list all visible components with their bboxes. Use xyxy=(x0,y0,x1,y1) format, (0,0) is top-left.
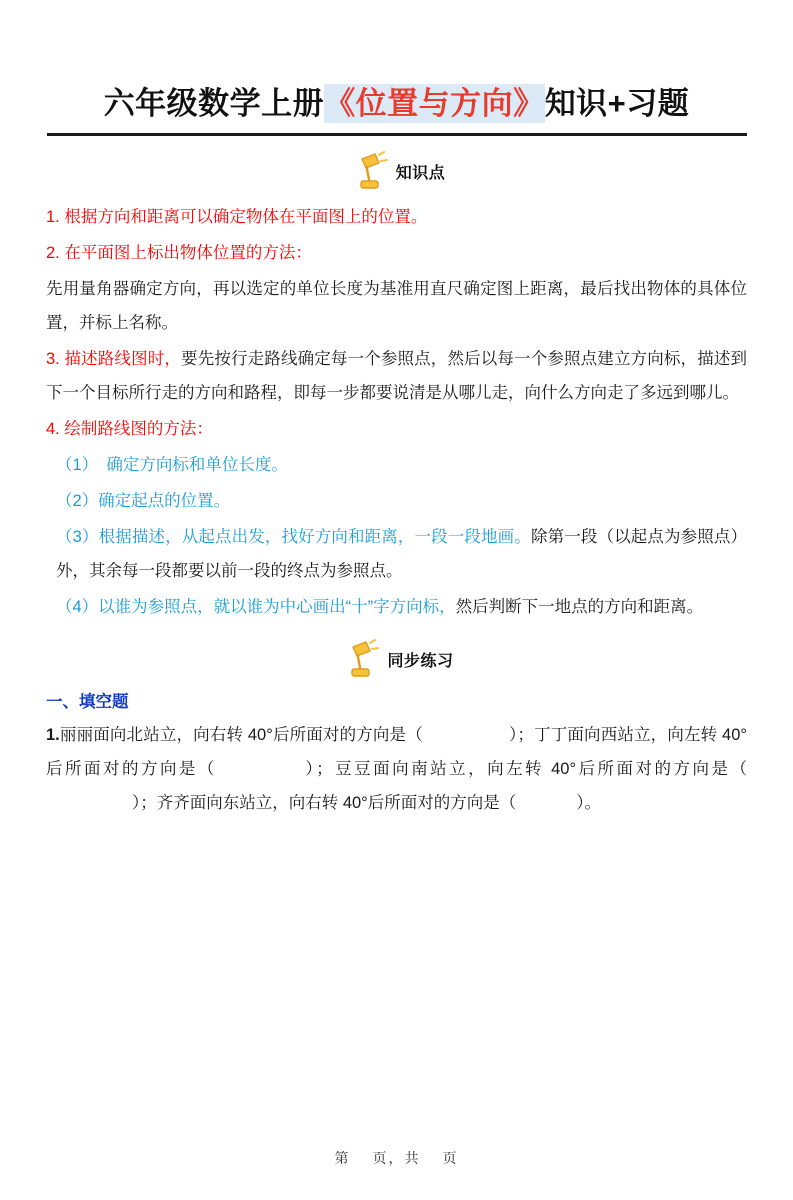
knowledge-point-4-lead: 4. 绘制路线图的方法： xyxy=(46,420,213,438)
knowledge-point-3-rest: 要先按行走路线确定每一个参照点，然后以每一个参照点建立方向标，描述到下一个目标所行走的方向和路程，即每一步都要说清是从哪儿走，向什么方向走了多远到哪儿。 xyxy=(46,350,747,402)
lamp-icon xyxy=(339,638,381,680)
lamp-icon xyxy=(348,150,390,192)
title-suffix: 知识+习题 xyxy=(544,86,690,121)
knowledge-point-3 xyxy=(46,342,747,410)
method-step-4-text-black: 然后判断下一地点的方向和距离。 xyxy=(455,598,704,616)
practice-section-heading xyxy=(46,638,747,680)
knowledge-point-1-lead: 1. 根据方向和距离可以确定物体在平面图上的位置。 xyxy=(46,208,428,226)
question-1-text-1: 丽丽面向北站立，向右转 40°后所面对的方向是（ xyxy=(59,726,423,744)
knowledge-heading-label: 知识点 xyxy=(395,164,446,182)
method-step-2 xyxy=(46,484,747,518)
page-title xyxy=(46,78,747,123)
title-highlight: 《位置与方向》 xyxy=(324,86,545,121)
exercise-section-label: 一、填空题 xyxy=(46,693,129,711)
question-1 xyxy=(46,718,747,820)
question-1-text-5: ）。 xyxy=(576,794,602,812)
document-page xyxy=(0,78,793,1200)
knowledge-point-2-lead-row xyxy=(46,236,747,270)
knowledge-points-block xyxy=(46,200,747,624)
question-1-text-3: ）；豆豆面向南站立，向左转 40°后所面对的方向是（ xyxy=(302,760,747,778)
method-step-4-text-blue: （4）以谁为参照点，就以谁为中心画出“十”字方向标， xyxy=(56,598,456,616)
knowledge-point-2-rest: 先用量角器确定方向，再以选定的单位长度为基准用直尺确定图上距离，最后找出物体的具体位置，并标上名称。 xyxy=(46,280,747,332)
method-step-3 xyxy=(46,520,747,588)
knowledge-section-heading xyxy=(46,150,747,192)
question-1-number: 1. xyxy=(46,726,60,744)
knowledge-point-4 xyxy=(46,412,747,446)
method-step-3-text-black: 除第一段（以起点为参照点）外，其余每一段都要以前一段的终点为参照点。 xyxy=(56,528,747,580)
method-step-4 xyxy=(46,590,747,624)
method-step-1-text: （1） 确定方向标和单位长度。 xyxy=(56,456,288,474)
title-divider xyxy=(47,133,747,136)
question-1-text-4: ）；齐齐面向东站立，向右转 40°后所面对的方向是（ xyxy=(132,794,517,812)
knowledge-point-3-lead: 3. 描述路线图时， xyxy=(46,350,182,368)
title-prefix: 六年级数学上册 xyxy=(103,86,325,121)
method-step-2-text: （2）确定起点的位置。 xyxy=(56,492,231,510)
knowledge-point-1 xyxy=(46,200,747,234)
practice-heading-label: 同步练习 xyxy=(387,652,454,670)
method-step-1 xyxy=(46,448,747,482)
knowledge-point-2-lead: 2. 在平面图上标出物体位置的方法： xyxy=(46,244,312,262)
footer-page-label-1: 第 xyxy=(334,1150,351,1166)
footer-page-label-2: 页，共 xyxy=(372,1150,421,1166)
footer-page-label-3: 页 xyxy=(442,1150,459,1166)
question-1-text-2: ）；丁丁面向西站立，向左转 40°后所面对的方向是（ xyxy=(46,726,747,778)
page-footer xyxy=(0,1148,793,1168)
method-step-3-text-blue: （3）根据描述，从起点出发，找好方向和距离，一段一段地画。 xyxy=(56,528,531,546)
